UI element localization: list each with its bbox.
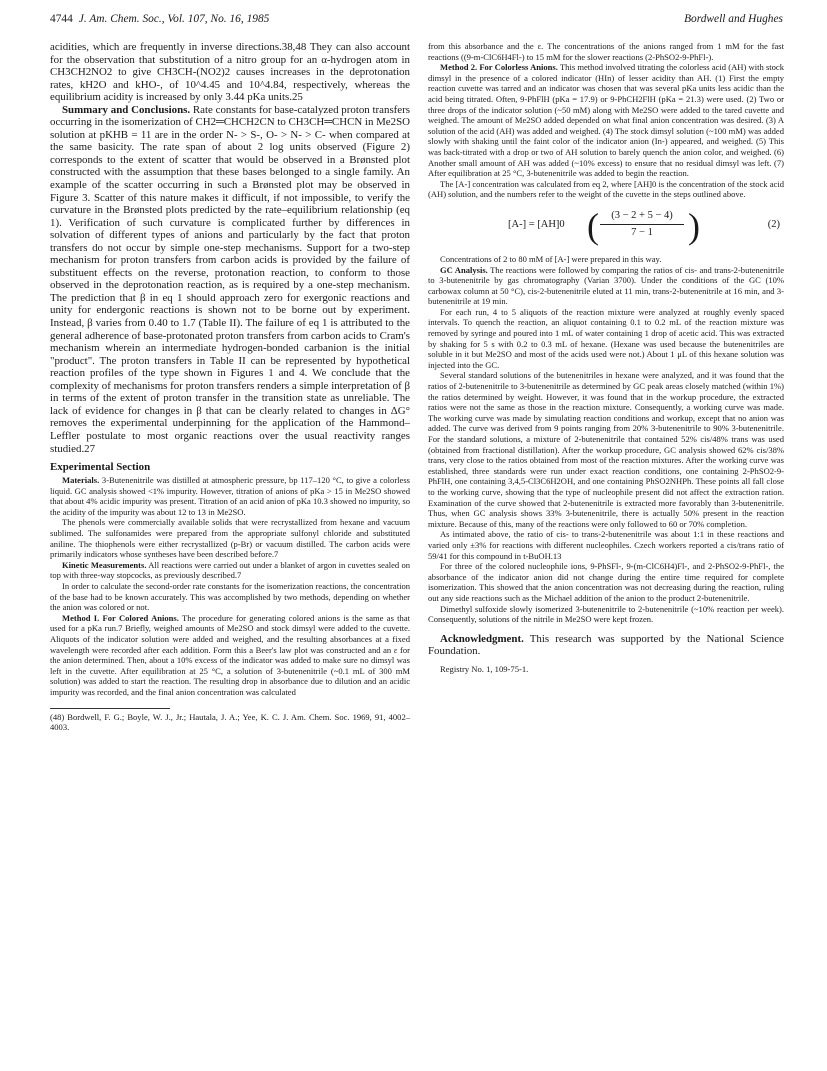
method1-text: The procedure for generating colored anions is the same as that used for a pKa run.7 Briefly, weighed amounts of Me2SO and stock dimsyl were added to the cuvette. Aliquots of the indicator solution were added and weighed, and the resulting absorbances at a fixed wavelength were recorded after each addition. Form this a Beer's law plot was constructed and an ε for the anion determined. Then, about a 10% excess of the indicator was added to make sure no dimsyl was left in the cuvette. After equilibration at 25 °C, a solution of 3-butenenitrile (~0.1 mL of 300 mM solution) was added to start the reaction. The resulting drop in absorbance due to dilution and an acidic impurity was recorded, and the final anion concentration was calculated — [50, 612, 410, 697]
page-number: 4744 — [50, 13, 73, 25]
paragraph-acidities: acidities, which are frequently in inverse directions.38,48 They can also account for the observation that substitution of a nitro group for an α-hydrogen atom in CH3CH2NO2 to give CH3CH-(NO2)2 causes increases in the deprotonation rates, kH2O and kHO-, of 10^4.45 and 10^4.84, respectively, whereas the equilibrium acidity is increased by only 3.44 pKa units.25 — [50, 41, 410, 104]
acknowledgment — [428, 633, 784, 658]
equation-left-paren: ( — [587, 205, 599, 246]
kinetic-heading: Kinetic Measurements. — [62, 559, 147, 570]
method2-heading: Method 2. For Colorless Anions. — [440, 62, 558, 73]
summary-text: Rate constants for base-catalyzed proton transfers occurring in the isomerization of CH2═CHCH2CN to CH3CH═CHCN in Me2SO solution at pKHB = 11 are in the order N- > S-, O- > N- > C- when compared at the same basicity. The rate span of about 2 log units observed (Figure 2) corresponds to the extent of scatter that would be observed in a Brønsted plot constructed with the assumption that these bases belonged to a single family. An example of the scatter occurring in such a Brønsted plot may be observed in Figure 3. Scatter of this nature makes it difficult, if not impossible, to verify the curvature in the Brønsted plots predicted by the rate–equilibrium relationship (eq 1). Verification of such curvature is complicated further by differences in solvation of different types of anions and particularly by the fact that proton transfers do not occur by simple one-step mechanisms. Support for a two-step mechanism for proton transfers from carbon acids is provided by the failure of substituent effects on the reverse, protonation reaction, to conform to those observed in the deprotonation reaction, as is required by a one-step mechanism. The prediction that β in eq 1 should approach zero for exergonic reactions and unity for endergonic reactions is shown not to be borne out by experiment. Instead, β varies from 0.40 to 1.7 (Table II). The failure of eq 1 is attributed to the general adherence of base-protonated proton transfers from carbon acids to Cram's mechanism wherein an intermediate hydrogen-bonded carbanion is the initial "product". The proton transfers in Table II can be represented by hypothetical reaction profiles of the type shown in Figures 1 and 4. We conclude that the complexity of mechanisms for proton transfers renders a simple interpretation of β in terms of the extent of proton transfer in the transition state as unreliable. The lack of evidence for changes in β that can be clearly related to changes in ΔG° removes the experimental underpinning for the application of the Hammond–Leffler postulate to most organic reactions over the usual reactivity ranges studied.27 — [50, 103, 411, 455]
header-authors: Bordwell and Hughes — [684, 13, 783, 25]
paragraph-order: In order to calculate the second-order rate constants for the isomerization reactions, the concentration of the base had to be known accurately. This was accomplished by two methods, depending on whether the anion was colored or not. — [50, 580, 410, 613]
equation-right-paren: ) — [688, 205, 700, 246]
equation-denominator: 7 − 1 — [631, 226, 653, 238]
acknowledgment-text: This research was supported by the National Science Foundation. — [428, 632, 784, 658]
equation-lhs: [A-] = [AH]0 — [508, 218, 565, 230]
equation-number: (2) — [767, 218, 780, 230]
paragraph-cis-trans: As intimated above, the ratio of cis- to trans-2-butenenitrile was about 1:1 in these reactions and varied only ±3% for reactions with different nucleophiles. Czech workers reported a cis/trans ratio of 59/41 for this compound in t-BuOH.13 — [428, 529, 784, 561]
running-header — [50, 13, 783, 31]
journal-citation: J. Am. Chem. Soc., Vol. 107, No. 16, 1985 — [78, 13, 270, 25]
paragraph-method2 — [428, 62, 784, 179]
paragraph-method1 — [50, 613, 410, 698]
paragraph-dimethyl-sulfoxide: Dimethyl sulfoxide slowly isomerized 3-butenenitrile to 2-butenenitrile (~10% reaction per week). Consequently, solutions of the nitrile in Me2SO were kept frozen. — [428, 603, 784, 625]
acknowledgment-heading: Acknowledgment. — [440, 632, 524, 645]
paragraph-standard-solutions: Several standard solutions of the butenenitriles in hexane were analyzed, and it was found that the ratios of 2-butenenitrile to 3-butenenitrile as determined by GC peak areas closely matched (within 1%) the ratios determined by weight. However, it was found that in the workup procedure, the extracted ratios were not the same as those in the reaction mixture. Consequently, a working curve was made. The working curve was made by simulating reaction conditions and workup, except that no anion was added. The curve was derived from 9 points ranging from 20% 3-butenenitrile to 90% 3-butenenitrile. For the standard solutions, a mixture of 2-butenenitrile that contained 52% cis/48% trans was used (obtained from fractional distillation). After the workup procedure, GC analysis showed 62% cis/38% trans, very close to the ratios obtained from most of the reaction mixtures. After the working curve was established, three standards were run under exact reaction conditions, one containing 2-PhSO2-9-PhFlH, one containing 3,4,5-Cl3C6H2OH, and one containing PhSO2NHPh. These points all fall close to the working curve, showing that the type of nucleophile present did not affect the extraction ration. Examination of the curve showed that 2-butenenitrile is extracted more favorably than 3-butenenitrile. Thus, when GC analysis shows 33% 3-butenenitrile, there is actually 50% present in the reaction mixture. Because of this, many of the reactions were only followed to 60 or 70% completion. — [428, 370, 784, 529]
paragraph-gc-analysis — [428, 265, 784, 307]
registry-number: Registry No. 1, 109-75-1. — [440, 663, 529, 674]
gc-text: The reactions were followed by comparing the ratios of cis- and trans-2-butenenitrile to 3-butenenitrile by gas chromatography (Varian 3700). Under the conditions of the GC (10% carbowax column at 50 °C), cis-2-butenenitrile eluted at 11 min, trans-2-butenenitrile at 16 min, and 3-butenenitrile at 19 min. — [428, 264, 784, 307]
paragraph-absorbance: from this absorbance and the ε. The concentrations of the anions ranged from 1 mM for the fast reactions ((9-m-ClC6H4Fl-) to 15 mM for the slower reactions (2-PhSO2-9-PhFl-). — [428, 41, 784, 62]
paragraph-colored-nucleophiles: For three of the colored nucleophile ions, 9-PhSFl-, 9-(m-ClC6H4)Fl-, and 2-PhSO2-9-PhFl-, the absorbance of the indicator anion did not change during the entire time required for complete isomerization. This showed that the anion concentration was not decreasing during the reaction, ruling out any side reactions such as the Michael addition of the anion to the product 2-butenenitrile. — [428, 561, 784, 603]
paragraph-kinetic — [50, 560, 410, 581]
gc-heading: GC Analysis. — [440, 264, 488, 275]
materials-heading: Materials. — [62, 475, 100, 486]
footnote-48: (48) Bordwell, F. G.; Boyle, W. J., Jr.; Hautala, J. A.; Yee, K. C. J. Am. Chem. Soc. 1969, 91, 4002–4003. — [50, 711, 410, 732]
right-column — [428, 41, 784, 1071]
paragraph-materials — [50, 475, 410, 517]
left-column — [50, 41, 410, 1071]
materials-text: 3-Butenenitrile was distilled at atmospheric pressure, bp 117–120 °C, to give a colorless liquid. GC analysis showed <1% impurity. However, titration of anions of pKa > 15 in Me2SO showed that about 4% acidic impurity was present. Titration of an acid anion of pKa 10.3 showed no impurity, so the acidity of the impurity was about 12 to 13 in Me2SO. — [50, 475, 410, 517]
footnote-rule — [50, 708, 170, 709]
paragraph-phenols: The phenols were commercially available solids that were recrystallized from hexane and vacuum sublimed. The sulfonamides were prepared from the appropriate sulfonyl chloride and substituted aniline. The thiophenols were either recrystallized (p-Br) or vacuum distilled. The carbon acids were primarily indicators whose syntheses have been described before.7 — [50, 517, 410, 560]
kinetic-text: All reactions were carried out under a blanket of argon in cuvettes sealed on top with three-way stopcocks, as previously described.7 — [50, 559, 410, 581]
method2-text: This method involved titrating the colorless acid (AH) with stock dimsyl in the presence of a colored indicator (HIn) of lesser acidity than AH. (1) First the empty reaction cuvette was tarred and an indicator was chosen that was several pKa units less acidic than the acid being titrated. Often, 9-PhFlH (pKa = 17.9) or 9-PhCH2FlH (pKa = 21.3) were used. (2) Two or three drops of the indicator solution (~50 mM) along with Me2SO were added to the tared cuvette and weighed. The amount of Me2SO added depended on what final anion concentration was desired. (3) A solution of the acid (AH) was added and weighed. (4) The stock dimsyl solution (~100 mM) was added slowly with shaking until the faint color of the indicator anion (In-) appeared, and weighed. (5) This was back-titrated with a drop or two of AH solution to barely quench the anion color, and weighed. (6) Another small amount of AH was added (~10% excess) to ensure that no residual dimsyl was left. (7) After equilibration at 25 °C, 3-butenenitrile was added to begin the reaction. — [428, 62, 784, 179]
paragraph-each-run: For each run, 4 to 5 aliquots of the reaction mixture were analyzed at roughly evenly spaced intervals. To quench the reaction, an aliquot containing 0.1 to 0.2 mL of the reaction mixture was removed by syringe and poured into 1 mL of water containing 1 drop of acetic acid. This was extracted by shaking for 5 s with 0.2 to 0.3 mL of hexane. (Hexane was used because the butenenitriles are soluble in it but Me2SO and most of the acids used were not.) About 1 μL of this hexane solution was injected into the GC. — [428, 306, 784, 370]
equation-fraction-bar — [600, 224, 684, 225]
equation-2 — [428, 204, 784, 250]
paragraph-summary — [50, 104, 410, 455]
header-left — [50, 13, 269, 25]
method1-heading: Method I. For Colored Anions. — [62, 612, 179, 623]
summary-heading: Summary and Conclusions. — [62, 103, 191, 116]
paragraph-concentrations-prepared: Concentrations of 2 to 80 mM of [A-] were prepared in this way. — [440, 253, 662, 264]
experimental-section-title: Experimental Section — [50, 461, 151, 474]
paragraph-concentration: The [A-] concentration was calculated from eq 2, where [AH]0 is the concentration of the stock acid (AH) solution, and the numbers refer to the weight of the cuvette in the steps outlined above. — [428, 178, 784, 200]
equation-numerator: (3 − 2 + 5 − 4) — [611, 209, 673, 221]
